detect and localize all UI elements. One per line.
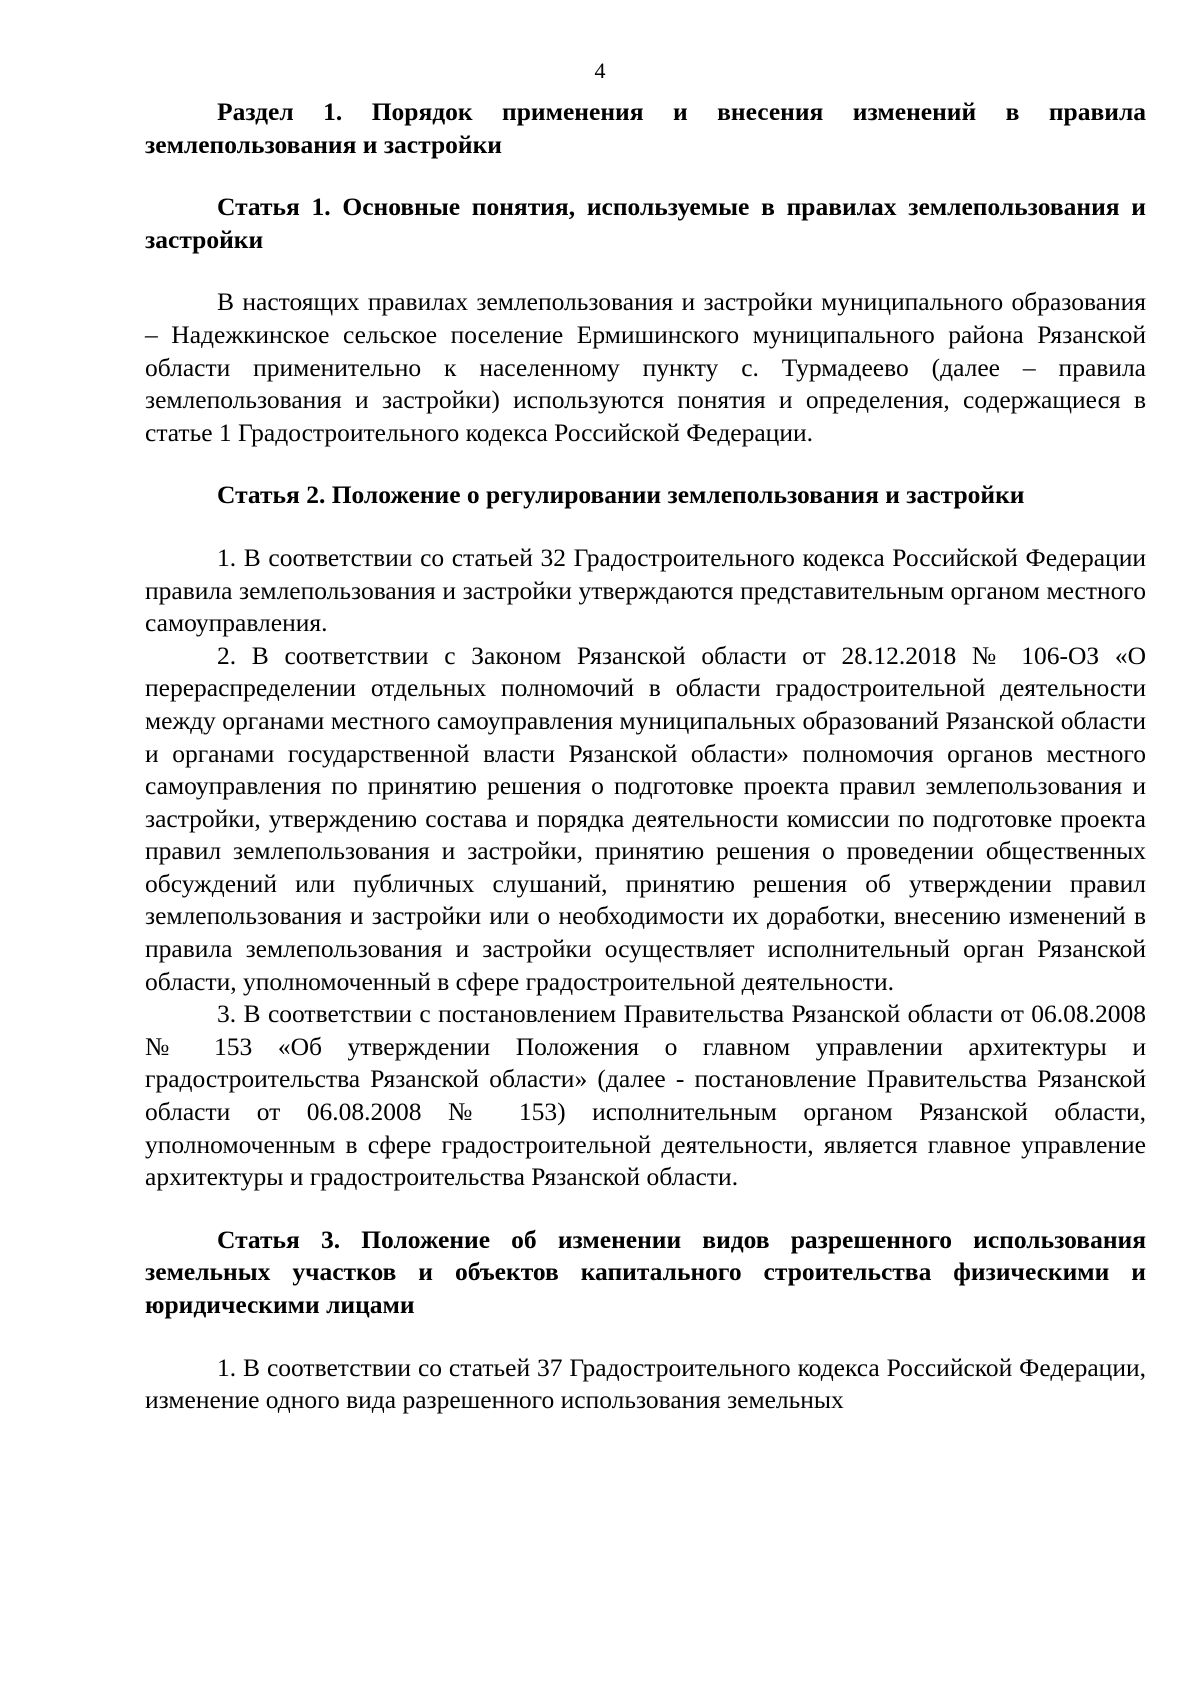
section-title: Раздел 1. Порядок применения и внесения изменений в правила землепользования и застройки: [145, 97, 1146, 159]
article-3-paragraph-1: 1. В соответствии со статьей 37 Градостроительного кодекса Российской Федерации, изменение одного вида разрешенного использования земельных: [145, 1352, 1146, 1415]
article-1-paragraph: В настоящих правилах землепользования и застройки муниципального образования – Надежкинское сельское поселение Ермишинского муниципального района Рязанской области применительно к населенному пункту с. Турмадеево (далее – правила землепользования и застройки) используются понятия и определения, содержащиеся в статье 1 Градостроительного кодекса Российской Федерации.: [145, 287, 1146, 447]
article-2-paragraph-3: 3. В соответствии с постановлением Правительства Рязанской области от 06.08.2008 № 153 «Об утверждении Положения о главном управлении архитектуры и градостроительства Рязанской области» (далее - постановление Правительства Рязанской области от 06.08.2008 № 153) исполнительным органом Рязанской области, уполномоченным в сфере градостроительной деятельности, является главное управление архитектуры и градостроительства Рязанской области.: [145, 999, 1146, 1192]
article-1-title: Статья 1. Основные понятия, используемые в правилах землепользования и застройки: [145, 192, 1146, 254]
article-3-title: Статья 3. Положение об изменении видов разрешенного использования земельных участков и объектов капитального строительства физическими и юридическими лицами: [145, 1224, 1146, 1319]
article-2-paragraph-2: 2. В соответствии с Законом Рязанской области от 28.12.2018 № 106-ОЗ «О перераспределении отдельных полномочий в области градостроительной деятельности между органами местного самоуправления муниципальных образований Рязанской области и органами государственной власти Рязанской области» полномочия органов местного самоуправления по принятию решения о подготовке проекта правил землепользования и застройки, утверждению состава и порядка деятельности комиссии по подготовке проекта правил землепользования и застройки, принятию решения о проведении общественных обсуждений или публичных слушаний, принятию решения об утверждении правил землепользования и застройки или о необходимости их доработки, внесению изменений в правила землепользования и застройки осуществляет исполнительный орган Рязанской области, уполномоченный в сфере градостроительной деятельности.: [145, 640, 1146, 996]
document-body: [145, 96, 1146, 1417]
article-2-title: Статья 2. Положение о регулировании землепользования и застройки: [217, 480, 1025, 510]
article-2-paragraph-1: 1. В соответствии со статьей 32 Градостроительного кодекса Российской Федерации правила землепользования и застройки утверждаются представительным органом местного самоуправления.: [145, 542, 1146, 638]
page-number: 4: [594, 58, 606, 83]
